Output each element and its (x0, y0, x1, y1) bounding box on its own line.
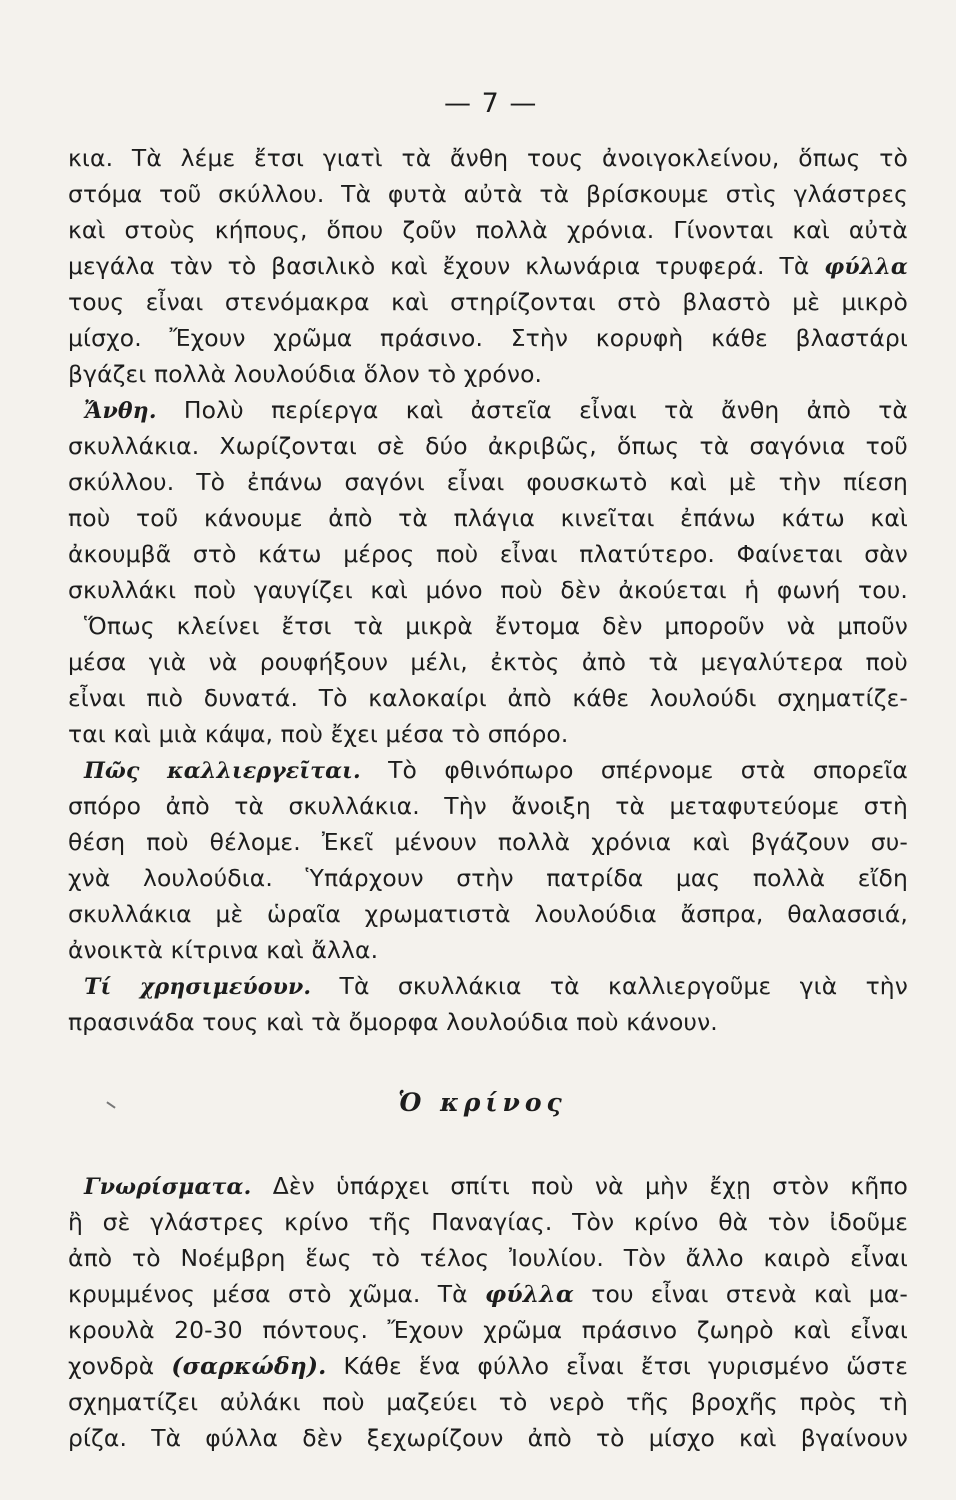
emphasis-text: φύλλα (485, 1280, 574, 1308)
text-span: του εἶναι στενὰ καὶ μα- (573, 1280, 908, 1308)
text-span: ρίζα. Τὰ φύλλα δὲν ξεχωρίζουν ἀπὸ τὸ μίσχο καὶ βγαίνουν (68, 1424, 908, 1452)
page-number: — 7 — (444, 88, 538, 119)
text-span: μίσχο. Ἔχουν χρῶμα πράσινο. Στὴν κορυφὴ κάθε βλαστάρι (68, 324, 908, 352)
text-span: μέσα γιὰ νὰ ρουφήξουν μέλι, ἐκτὸς ἀπὸ τὰ μεγαλύτερα ποὺ (68, 648, 908, 676)
text-span: μεγάλα τὰν τὸ βασιλικὸ καὶ ἔχουν κλωνάρια τρυφερά. Τὰ (68, 252, 825, 280)
text-span: Ὅπως κλείνει ἔτσι τὰ μικρὰ ἔντομα δὲν μποροῦν νὰ μποῦν (84, 612, 908, 640)
emphasis-text: (σαρκώδη). (171, 1352, 327, 1380)
text-line (68, 1204, 908, 1240)
text-span: Δὲν ὑπάρχει σπίτι ποὺ νὰ μὴν ἔχῃ στὸν κῆπο (251, 1172, 908, 1200)
text-span: τους εἶναι στενόμακρα καὶ στηρίζονται στὸ βλαστὸ μὲ μικρὸ (68, 288, 908, 316)
text-line (68, 716, 908, 752)
text-span: ἀκουμβᾶ στὸ κάτω μέρος ποὺ εἶναι πλατύτερο. Φαίνεται σὰν (68, 540, 908, 568)
text-line (68, 392, 908, 428)
text-span: εἶναι πιὸ δυνατά. Τὸ καλοκαίρι ἀπὸ κάθε λουλούδι σχηματίζε- (68, 684, 908, 712)
text-span: σκυλλάκια μὲ ὡραῖα χρωματιστὰ λουλούδια ἄσπρα, θαλασσιά, (68, 900, 908, 928)
text-line (68, 1004, 908, 1040)
text-line (68, 500, 908, 536)
text-line (68, 212, 908, 248)
paragraph-heading: Τί χρησιμεύουν. (84, 974, 312, 1000)
text-span: κρουλὰ 20-30 πόντους. Ἔχουν χρῶμα πράσινο ζωηρὸ καὶ εἶναι (68, 1316, 908, 1344)
paragraph-heading: φύλλα (824, 254, 908, 280)
text-line (68, 860, 908, 896)
text-line (68, 752, 908, 788)
text-line (68, 356, 908, 392)
text-span: κρυμμένος μέσα στὸ χῶμα. Τὰ (68, 1280, 486, 1308)
text-line (68, 176, 908, 212)
text-span: ται καὶ μιὰ κάψα, ποὺ ἔχει μέσα τὸ σπόρο. (68, 720, 569, 748)
text-span: χνὰ λουλούδια. Ὑπάρχουν στὴν πατρίδα μας πολλὰ εἴδη (68, 864, 908, 892)
text-span: Κάθε ἕνα φύλλο εἶναι ἔτσι γυρισμένο ὥστε (326, 1352, 908, 1380)
text-line (68, 896, 908, 932)
paragraph-block-snapdragon (68, 140, 908, 1040)
paragraph-heading: Γνωρίσματα. (84, 1174, 252, 1200)
stray-mark (106, 1101, 115, 1108)
text-span: ἢ σὲ γλάστρες κρίνο τῆς Παναγίας. Τὸν κρίνο θὰ τὸν ἰδοῦμε (68, 1208, 908, 1236)
text-line (68, 1312, 908, 1348)
text-span: σχηματίζει αὐλάκι ποὺ μαζεύει τὸ νερὸ τῆς βροχῆς πρὸς τὴ (68, 1388, 908, 1416)
paragraph-heading: Πῶς καλλιεργεῖται. (84, 758, 361, 784)
text-line (68, 572, 908, 608)
text-span: ἀπὸ τὸ Νοέμβρη ἕως τὸ τέλος Ἰουλίου. Τὸν ἄλλο καιρὸ εἶναι (68, 1244, 908, 1272)
text-span: Τὸ φθινόπωρο σπέρνομε στὰ σπορεῖα (360, 756, 908, 784)
text-span: πρασινάδα τους καὶ τὰ ὄμορφα λουλούδια ποὺ κάνουν. (68, 1008, 718, 1036)
text-span: βγάζει πολλὰ λουλούδια ὅλον τὸ χρόνο. (68, 360, 543, 388)
text-line (68, 140, 908, 176)
text-span: σκυλλάκια. Χωρίζονται σὲ δύο ἀκριβῶς, ὅπως τὰ σαγόνια τοῦ (68, 432, 908, 460)
text-line (68, 1348, 908, 1384)
text-span: στόμα τοῦ σκύλλου. Τὰ φυτὰ αὐτὰ τὰ βρίσκουμε στὶς γλάστρες (68, 180, 908, 208)
text-span: ποὺ τοῦ κάνουμε ἀπὸ τὰ πλάγια κινεῖται ἐπάνω κάτω καὶ (68, 504, 908, 532)
text-line (68, 536, 908, 572)
text-span: σπόρο ἀπὸ τὰ σκυλλάκια. Τὴν ἄνοιξη τὰ μεταφυτεύομε στὴ (68, 792, 908, 820)
text-line (68, 644, 908, 680)
text-span: ἀνοικτὰ κίτρινα καὶ ἄλλα. (68, 936, 379, 964)
text-span: θέση ποὺ θέλομε. Ἐκεῖ μένουν πολλὰ χρόνια καὶ βγάζουν συ- (68, 828, 908, 856)
paragraph-heading: Ἄνθη. (84, 398, 157, 424)
text-line (68, 680, 908, 716)
text-line (68, 284, 908, 320)
text-line (68, 1384, 908, 1420)
text-line (68, 320, 908, 356)
text-span: χονδρὰ (68, 1352, 172, 1380)
text-line (68, 1168, 908, 1204)
text-line (68, 608, 908, 644)
text-span: κια. Τὰ λέμε ἔτσι γιατὶ τὰ ἄνθη τους ἀνοιγοκλείνου, ὅπως τὸ (68, 144, 908, 172)
text-line (68, 248, 908, 284)
section-title: Ὁ κρίνος (398, 1088, 567, 1117)
text-line (68, 932, 908, 968)
text-span: σκυλλάκι ποὺ γαυγίζει καὶ μόνο ποὺ δὲν ἀκούεται ἡ φωνή του. (68, 576, 908, 604)
text-line (68, 1420, 908, 1456)
text-span: Πολὺ περίεργα καὶ ἀστεῖα εἶναι τὰ ἄνθη ἀπὸ τὰ (156, 396, 908, 424)
text-span: σκύλλου. Τὸ ἐπάνω σαγόνι εἶναι φουσκωτὸ καὶ μὲ τὴν πίεση (68, 468, 908, 496)
text-line (68, 1240, 908, 1276)
text-span: Τὰ σκυλλάκια τὰ καλλιεργοῦμε γιὰ τὴν (311, 972, 908, 1000)
text-line (68, 464, 908, 500)
text-line (68, 1276, 908, 1312)
text-line (68, 824, 908, 860)
paragraph-block-lily (68, 1168, 908, 1456)
text-span: καὶ στοὺς κήπους, ὅπου ζοῦν πολλὰ χρόνια. Γίνονται καὶ αὐτὰ (68, 216, 908, 244)
text-line (68, 788, 908, 824)
text-line (68, 428, 908, 464)
text-line (68, 968, 908, 1004)
